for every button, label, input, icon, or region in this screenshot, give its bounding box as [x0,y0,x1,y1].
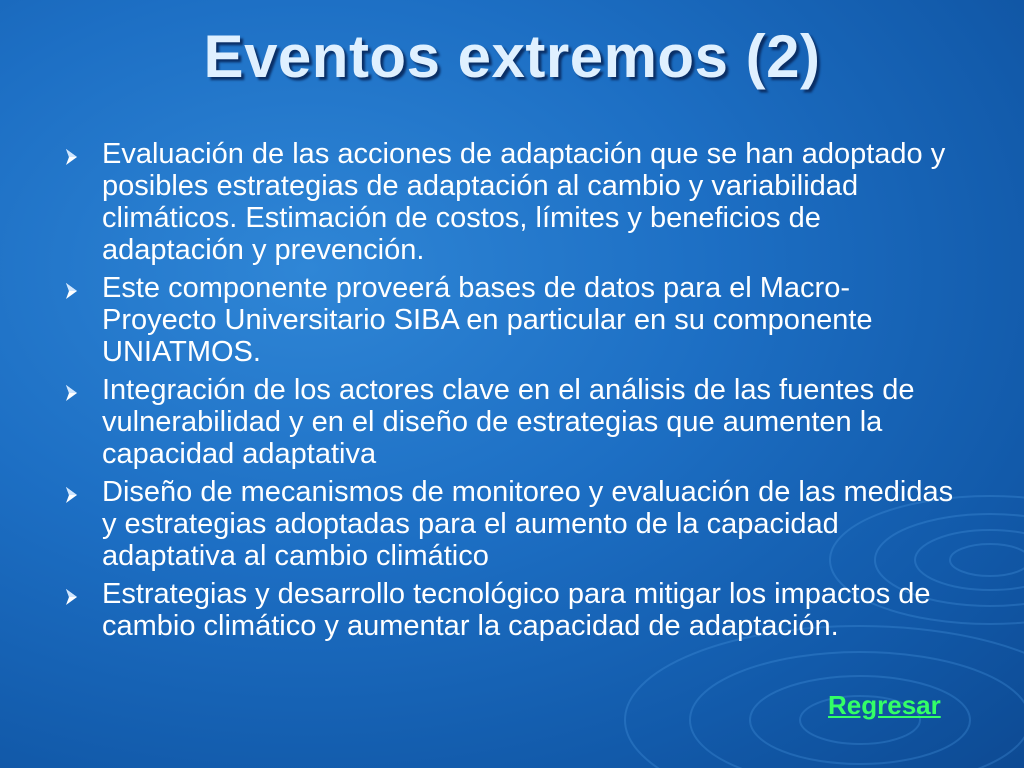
arrow-bullet-icon [62,587,82,607]
bullet-item [62,138,962,266]
bullet-text: Integración de los actores clave en el análisis de las fuentes de vulnerabilidad y en el diseño de estrategias que aumenten la capacidad adaptativa [102,374,915,470]
arrow-bullet-icon [62,383,82,403]
bullet-item [62,374,962,470]
bullet-item [62,476,962,572]
arrow-bullet-icon [62,485,82,505]
regresar-link[interactable]: Regresar [828,690,941,720]
bullet-text: Evaluación de las acciones de adaptación que se han adoptado y posibles estrategias de adaptación al cambio y variabilidad climáticos. Estimación de costos, límites y beneficios de adaptación y prevención. [102,138,946,266]
bullet-list [62,138,962,648]
arrow-bullet-icon [62,281,82,301]
bullet-item [62,272,962,368]
bullet-text: Diseño de mecanismos de monitoreo y evaluación de las medidas y estrategias adoptadas para el aumento de la capacidad adaptativa al cambio climático [102,476,954,572]
bullet-text: Estrategias y desarrollo tecnológico para mitigar los impactos de cambio climático y aumentar la capacidad de adaptación. [102,578,931,642]
bullet-text: Este componente proveerá bases de datos para el Macro-Proyecto Universitario SIBA en particular en su componente UNIATMOS. [102,272,873,368]
arrow-bullet-icon [62,147,82,167]
slide-title: Eventos extremos (2) [203,23,821,90]
bullet-item [62,578,962,642]
